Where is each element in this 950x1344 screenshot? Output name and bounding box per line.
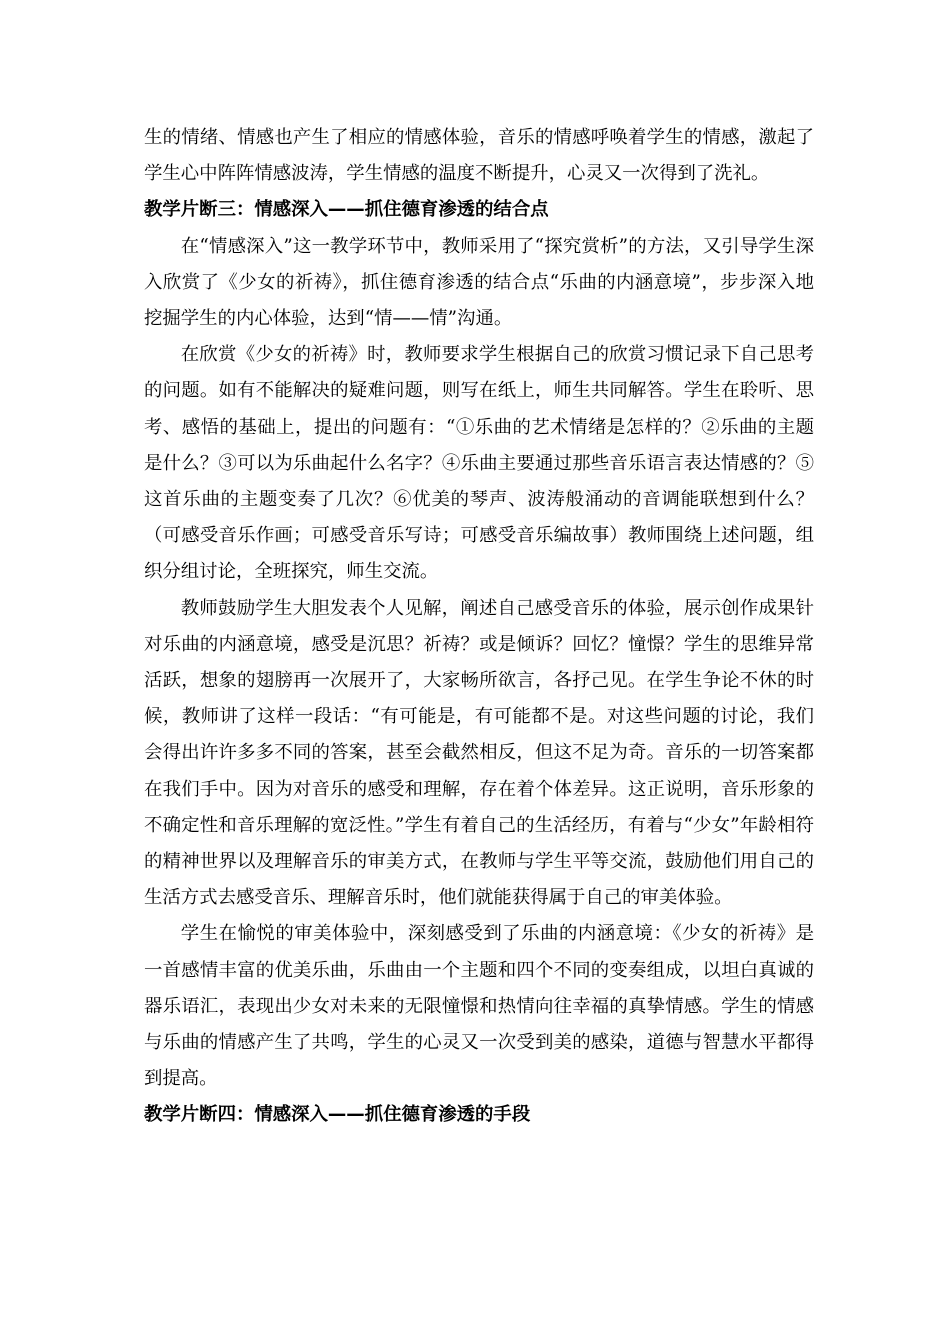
paragraph-continued: 生的情绪、情感也产生了相应的情感体验，音乐的情感呼唤着学生的情感，激起了学生心中阵阵情感波涛，学生情感的温度不断提升，心灵又一次得到了洗礼。	[144, 127, 814, 185]
document-page	[144, 120, 814, 1134]
section-heading-fragment-three: 教学片断三：情感深入——抓住德育渗透的结合点	[144, 199, 549, 221]
section-heading-fragment-four: 教学片断四：情感深入——抓住德育渗透的手段	[144, 1104, 531, 1126]
paragraph-student-questions: 在欣赏《少女的祈祷》时，教师要求学生根据自己的欣赏习惯记录下自己思考的问题。如有不能解决的疑难问题，则写在纸上，师生共同解答。学生在聆听、思考、感悟的基础上，提出的问题有：“①乐曲的艺术情绪是怎样的？②乐曲的主题是什么？③可以为乐曲起什么名字？④乐曲主要通过那些音乐语言表达情感的？⑤这首乐曲的主题变奏了几次？⑥优美的琴声、波涛般涌动的音调能联想到什么？（可感受音乐作画；可感受音乐写诗；可感受音乐编故事）教师围绕上述问题，组织分组讨论，全班探究，师生交流。	[144, 344, 814, 583]
paragraph-teacher-encouragement: 教师鼓励学生大胆发表个人见解，阐述自己感受音乐的体验，展示创作成果针对乐曲的内涵意境，感受是沉思？祈祷？或是倾诉？回忆？憧憬？学生的思维异常活跃，想象的翅膀再一次展开了，大家畅所欲言，各抒己见。在学生争论不休的时候，教师讲了这样一段话：“有可能是，有可能都不是。对这些问题的讨论，我们会得出许许多多不同的答案，甚至会截然相反，但这不足为奇。音乐的一切答案都在我们手中。因为对音乐的感受和理解，存在着个体差异。这正说明，音乐形象的不确定性和音乐理解的宽泛性。”学生有着自己的生活经历，有着与“少女”年龄相符的精神世界以及理解音乐的审美方式，在教师与学生平等交流，鼓励他们用自己的生活方式去感受音乐、理解音乐时，他们就能获得属于自己的审美体验。	[144, 597, 814, 909]
paragraph-aesthetic-experience: 学生在愉悦的审美体验中，深刻感受到了乐曲的内涵意境：《少女的祈祷》是一首感情丰富的优美乐曲，乐曲由一个主题和四个不同的变奏组成，以坦白真诚的器乐语汇，表现出少女对未来的无限憧憬和热情向往幸福的真挚情感。学生的情感与乐曲的情感产生了共鸣，学生的心灵又一次受到美的感染，道德与智慧水平都得到提高。	[144, 923, 814, 1090]
paragraph-inquiry-method: 在“情感深入”这一教学环节中，教师采用了“探究赏析”的方法，又引导学生深入欣赏了《少女的祈祷》，抓住德育渗透的结合点“乐曲的内涵意境”，步步深入地挖掘学生的内心体验，达到“情——情”沟通。	[144, 235, 814, 330]
